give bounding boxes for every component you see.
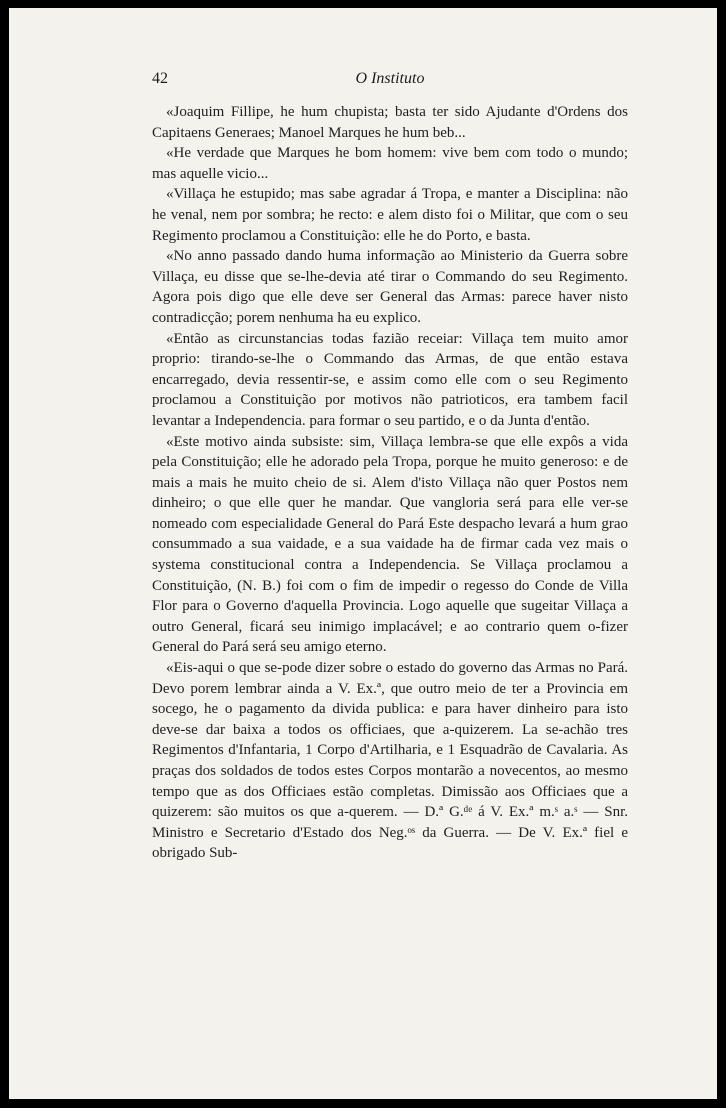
running-title: O Instituto: [355, 70, 425, 87]
page-header: [152, 66, 628, 94]
paragraph: «Villaça he estupido; mas sabe agradar á Tropa, e manter a Disciplina: não he venal, nem por sombra; he recto: e alem disto foi o Militar, que com o seu Regimento proclamou a Constituição: elle he do Porto, e basta.: [152, 186, 628, 244]
body-text: [152, 102, 628, 864]
scanned-page: [9, 8, 717, 1099]
paragraph: «Joaquim Fillipe, he hum chupista; basta ter sido Ajudante d'Ordens dos Capitaens Generaes; Manoel Marques he hum beb...: [152, 104, 628, 141]
paragraph: «Então as circunstancias todas fazião receiar: Villaça tem muito amor proprio: tirando-se-lhe o Commando das Armas, de que então estava encarregado, devia ressentir-se, e assim como elle com o seu Regimento proclamou a Constituição por motivos não patrioticos, era tambem facil levantar a Independencia. para formar o seu partido, e o da Junta d'então.: [152, 330, 628, 429]
paragraph: «He verdade que Marques he bom homem: vive bem com todo o mundo; mas aquelle vicio...: [152, 145, 628, 182]
paragraph: «Eis-aqui o que se-pode dizer sobre o estado do governo das Armas no Pará. Devo porem lembrar ainda a V. Ex.ª, que outro meio de ter a Provincia em socego, he o pagamento da divida publica: e para haver dinheiro para isto deve-se dar baixa a todos os officiaes, que a-quizerem. La se-achão tres Regimentos d'Infantaria, 1 Corpo d'Artilharia, e 1 Esquadrão de Cavalaria. As praças dos soldados de todos estes Corpos montarão a novecentos, ao mesmo tempo que as dos Officiaes estão completas. Dimissão aos Officiaes que a quizerem: são muitos os que a-querem. — D.ª G.ᵈᵉ á V. Ex.ª m.ˢ a.ˢ — Snr. Ministro e Secretario d'Estado dos Neg.ᵒˢ da Guerra. — De V. Ex.ª fiel e obrigado Sub-: [152, 660, 628, 862]
paragraph: «No anno passado dando huma informação ao Ministerio da Guerra sobre Villaça, eu disse que se-lhe-devia até tirar o Commando do seu Regimento. Agora pois digo que elle deve ser General das Armas: parece haver nisto contradicção; porem nenhuma ha eu explico.: [152, 248, 628, 326]
page-number: 42: [152, 70, 168, 87]
paragraph: «Este motivo ainda subsiste: sim, Villaça lembra-se que elle expôs a vida pela Constituição; elle he adorado pela Tropa, porque he muito generoso: e de mais a mais he muito cheio de si. Alem d'isto Villaça não quer Postos nem dinheiro; o que elle quer he mandar. Que vangloria será para elle ver-se nomeado com especialidade General do Pará Este despacho levará a hum grao consummado a sua vaidade, e a sua vaidade ha de firmar cada vez mais o systema constitucional contra a Independencia. Se Villaça proclamou a Constituição, (N. B.) foi com o fim de impedir o regesso do Conde de Villa Flor para o Governo d'aquella Provincia. Logo aquelle que sugeitar Villaça a outro General, ficará seu inimigo implacável; e ao contrario quem o-fizer General do Pará será seu amigo eterno.: [152, 433, 628, 656]
